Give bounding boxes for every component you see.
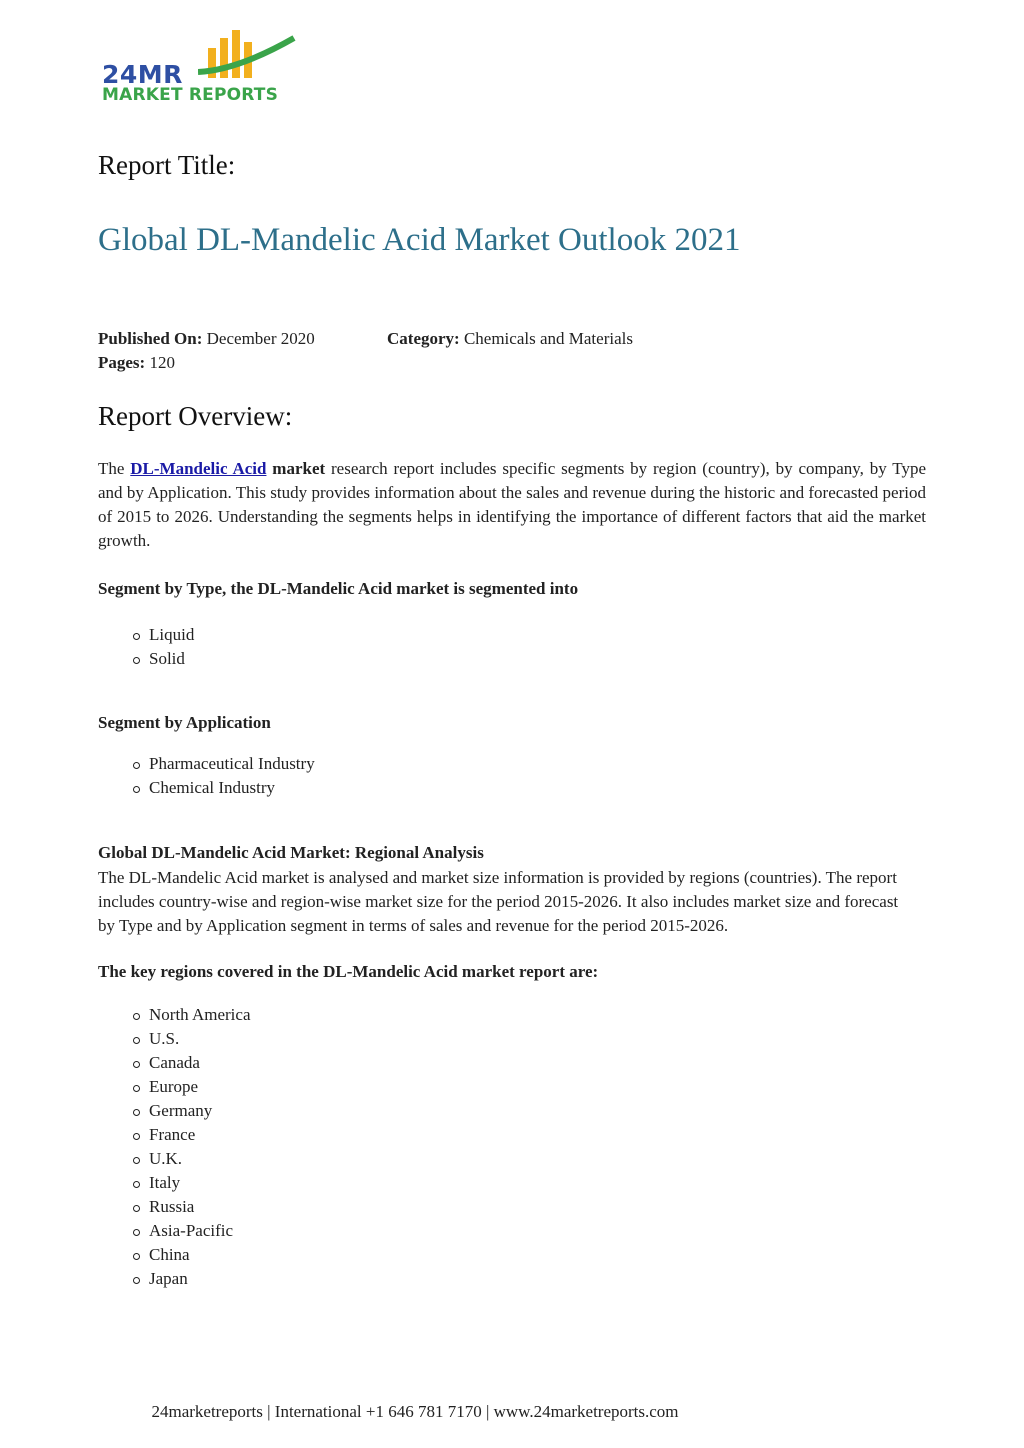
overview-paragraph bbox=[98, 457, 926, 553]
segment-type-list bbox=[98, 623, 194, 671]
list-item: China bbox=[98, 1243, 251, 1267]
list-item: Japan bbox=[98, 1267, 251, 1291]
overview-prefix: The bbox=[98, 459, 125, 478]
category-label: Category: bbox=[387, 329, 460, 348]
overview-heading: Report Overview: bbox=[98, 401, 293, 431]
logo-text-24mr: 24MR bbox=[102, 60, 183, 89]
category-value: Chemicals and Materials bbox=[463, 329, 633, 348]
regional-heading: Global DL-Mandelic Acid Market: Regional Analysis bbox=[98, 843, 484, 862]
published-on bbox=[98, 329, 315, 349]
overview-bold-word: market bbox=[272, 459, 326, 478]
list-item: Chemical Industry bbox=[98, 776, 315, 800]
bar-chart-logo-icon bbox=[198, 28, 308, 84]
regions-heading: The key regions covered in the DL-Mandelic Acid market report are: bbox=[98, 962, 599, 981]
list-item: France bbox=[98, 1123, 251, 1147]
segment-type-heading: Segment by Type, the DL-Mandelic Acid market is segmented into bbox=[98, 579, 579, 598]
regional-body: The DL-Mandelic Acid market is analysed and market size information is provided by regions (countries). The report includes country-wise and region-wise market size for the period 2015-2026. It also includes market size and forecast by Type and by Application segment in terms of sales and revenue for the period 2015-2026. bbox=[98, 868, 899, 935]
list-item: Solid bbox=[98, 647, 194, 671]
report-title: Global DL-Mandelic Acid Market Outlook 2021 bbox=[98, 222, 741, 258]
list-item: Europe bbox=[98, 1075, 251, 1099]
overview-body: research report includes specific segments by region (country), by company, by Type and by Application. This study provides information about the sales and revenue during the historic and forecasted period of 2015 to 2026. Understanding the segments helps in identifying the importance of different factors that aid the market growth. bbox=[98, 459, 927, 550]
segment-application-heading: Segment by Application bbox=[98, 713, 271, 732]
list-item: Canada bbox=[98, 1051, 251, 1075]
list-item: North America bbox=[98, 1003, 251, 1027]
published-value: December 2020 bbox=[206, 329, 315, 348]
pages-value: 120 bbox=[149, 353, 175, 372]
list-item: U.K. bbox=[98, 1147, 251, 1171]
product-link[interactable]: DL-Mandelic Acid bbox=[130, 459, 267, 478]
pages-label: Pages: bbox=[98, 353, 146, 372]
regions-list bbox=[98, 1003, 251, 1291]
company-logo bbox=[100, 28, 310, 112]
list-item: Russia bbox=[98, 1195, 251, 1219]
list-item: Germany bbox=[98, 1099, 251, 1123]
pages bbox=[98, 353, 175, 373]
category bbox=[387, 329, 633, 349]
published-label: Published On: bbox=[98, 329, 203, 348]
segment-application-list bbox=[98, 752, 315, 800]
list-item: U.S. bbox=[98, 1027, 251, 1051]
list-item: Pharmaceutical Industry bbox=[98, 752, 315, 776]
list-item: Liquid bbox=[98, 623, 194, 647]
list-item: Asia-Pacific bbox=[98, 1219, 251, 1243]
logo-text-market-reports: MARKET REPORTS bbox=[102, 85, 279, 105]
list-item: Italy bbox=[98, 1171, 251, 1195]
report-title-label: Report Title: bbox=[98, 150, 236, 180]
page-footer: 24marketreports | International +1 646 781 7170 | www.24marketreports.com bbox=[151, 1402, 679, 1421]
